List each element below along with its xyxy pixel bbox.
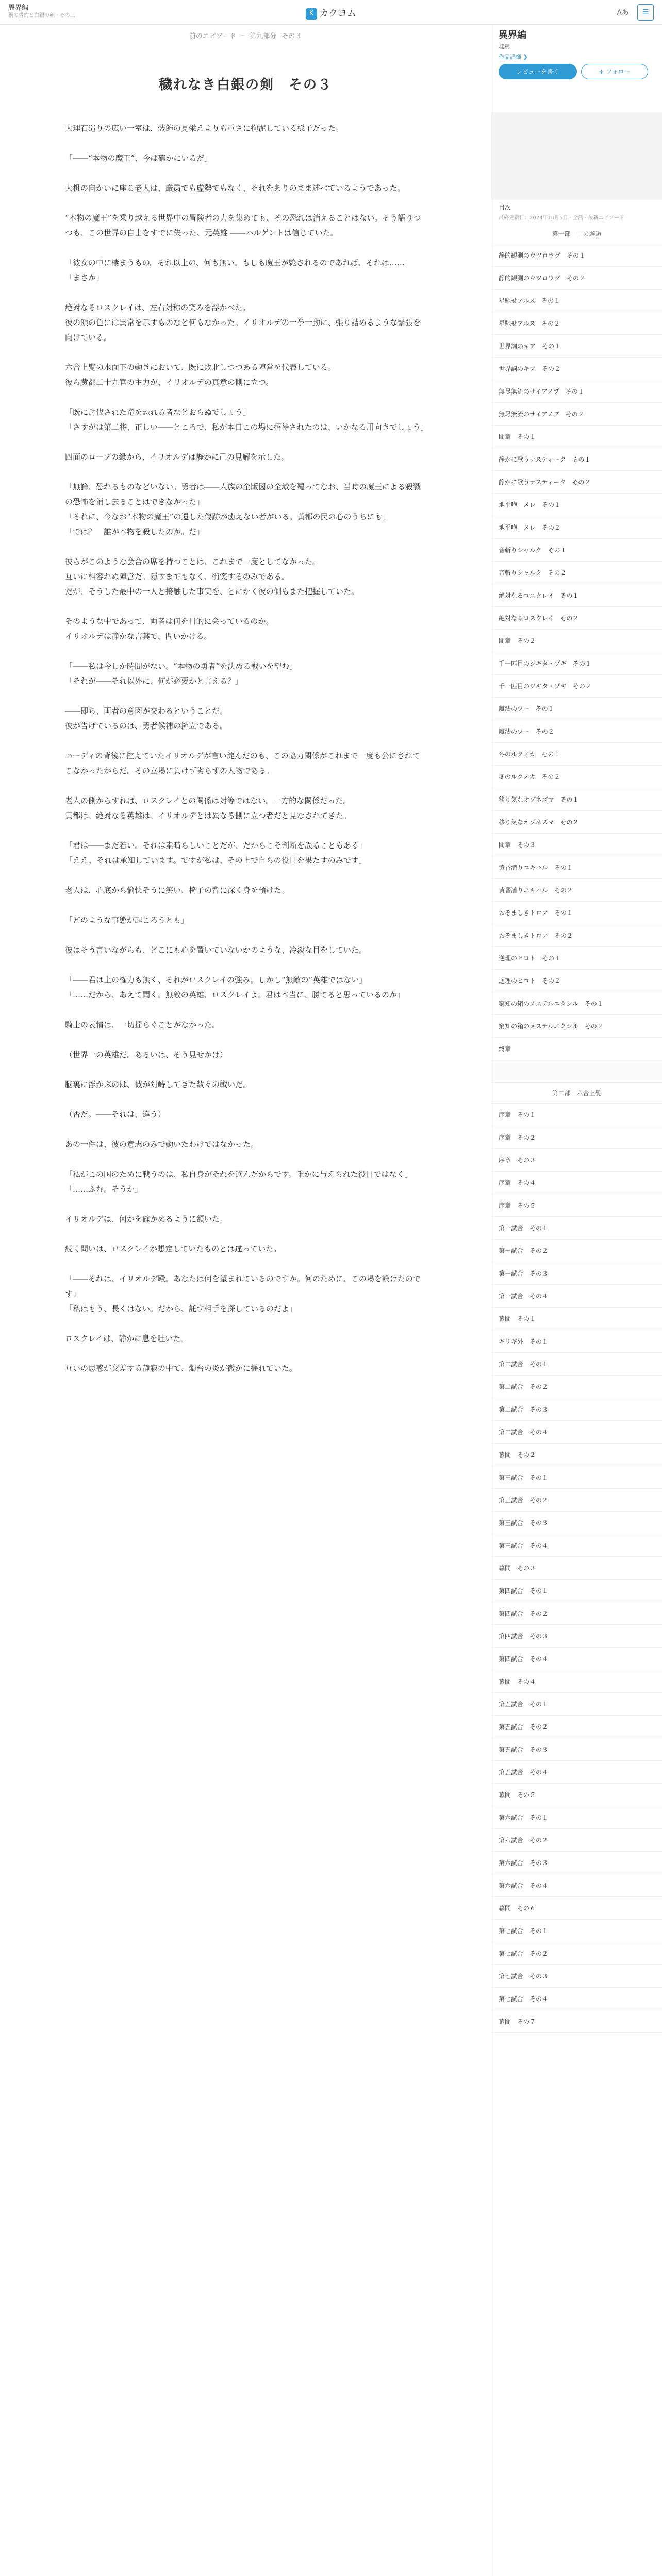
body-paragraph: イリオルデは、何かを確かめるように頷いた。 bbox=[65, 1214, 227, 1224]
body-paragraph: そのような中であって、両者は何を目的に会っているのか。 bbox=[65, 617, 274, 626]
toc-episode-link[interactable]: 第二試合 その４ bbox=[491, 1421, 662, 1444]
body-paragraph: 彼の顔の色には異常を示すものなど何もなかった。イリオルデの一挙一動に、張り詰めるような緊張を向けている。 bbox=[65, 318, 421, 342]
body-blank-line bbox=[65, 599, 426, 614]
body-paragraph: 彼が告げているのは、勇者候補の擁立である。 bbox=[65, 721, 228, 731]
toc-episode-link[interactable]: 黄昏潜りユキハル その２ bbox=[491, 879, 662, 902]
toc-section-title: 第一部 十の邂逅 bbox=[491, 224, 662, 244]
toc-header bbox=[491, 200, 662, 224]
toc-episode-link[interactable]: 間章 その３ bbox=[491, 834, 662, 856]
toc-episode-link[interactable]: 第七試合 その１ bbox=[491, 1920, 662, 1942]
toc-episode-link[interactable]: 移り気なオゾネズマ その２ bbox=[491, 811, 662, 834]
body-paragraph: 「……だから、あえて聞く。無敵の英雄、ロスクレイよ。君は本当に、勝てると思っているのか」 bbox=[65, 990, 405, 999]
toc-episode-link[interactable]: 第六試合 その１ bbox=[491, 1806, 662, 1829]
toc-episode-link[interactable]: ギリギ外 その１ bbox=[491, 1330, 662, 1353]
body-paragraph: イリオルデは静かな言葉で、問いかける。 bbox=[65, 632, 212, 641]
header-icons bbox=[615, 4, 654, 21]
body-blank-line bbox=[65, 1316, 426, 1331]
toc-title: 目次 bbox=[499, 204, 511, 211]
body-paragraph: 「君は――まだ若い。それは素晴らしいことだが、だからこそ判断を誤ることもある」 bbox=[65, 841, 367, 850]
body-paragraph: 「まさか」 bbox=[65, 273, 104, 282]
body-paragraph: 「それが――それ以外に、何が必要かと言える？」 bbox=[65, 676, 243, 686]
logo-text: カクヨム bbox=[319, 8, 356, 19]
prev-episode-link[interactable]: 前のエピソード bbox=[189, 32, 236, 40]
body-paragraph: 続く問いは、ロスクレイが想定していたものとは違っていた。 bbox=[65, 1244, 282, 1253]
toc-episode-link[interactable]: 第三試合 その４ bbox=[491, 1534, 662, 1557]
toc-episode-link[interactable]: 第四試合 その２ bbox=[491, 1602, 662, 1625]
toc-list bbox=[491, 224, 662, 2033]
toc-episode-link[interactable]: 魔法のツー その２ bbox=[491, 720, 662, 743]
toc-episode-link[interactable]: 第六試合 その３ bbox=[491, 1852, 662, 1874]
body-blank-line bbox=[65, 1032, 426, 1047]
body-paragraph: 彼ら黄都二十九官の主力が、イリオルデの真意の側に立つ。 bbox=[65, 378, 274, 387]
body-paragraph: 彼はそう言いながらも、どこにも心を置いていないかのような、冷淡な目をしていた。 bbox=[65, 945, 367, 955]
body-paragraph: “本物の魔王”を乗り越える世界中の冒険者の力を集めても、その恐れは消えることはない。そう語りつつも、この世界の自由をすでに失った、元英雄 ――ハルゲントは信じていた。 bbox=[65, 213, 421, 238]
body-paragraph: 「――君は上の権力も無く、それがロスクレイの強み。しかし“無敵の”英雄ではない」 bbox=[65, 975, 367, 985]
toc-episode-link[interactable]: 第二試合 その１ bbox=[491, 1353, 662, 1376]
toc-episode-link[interactable]: 窮知の箱のメステルエクシル その１ bbox=[491, 992, 662, 1015]
toc-episode-link[interactable]: 幕間 その３ bbox=[491, 1557, 662, 1580]
work-subtitle: 鋼の誓約と白銀の剣 · その三 bbox=[8, 13, 75, 19]
toc-episode-link[interactable]: 幕間 その６ bbox=[491, 1897, 662, 1920]
logo-icon: K bbox=[306, 8, 317, 20]
body-paragraph: だが、そうした最中の一人と接触した事実を、とにかく彼の側もまた把握していた。 bbox=[65, 587, 359, 596]
body-paragraph: 「――それは、イリオルデ殿。あなたは何を望まれているのですか。何のために、この場を設けたのです」 bbox=[65, 1274, 421, 1298]
body-blank-line bbox=[65, 1346, 426, 1361]
body-paragraph: （否だ。――それは、違う） bbox=[65, 1110, 166, 1119]
episode-nav bbox=[0, 25, 491, 45]
body-paragraph: 六合上覧の水面下の動きにおいて、既に敗北しつつある陣営を代表している。 bbox=[65, 363, 336, 372]
toc-episode-link[interactable]: 第一試合 その４ bbox=[491, 1285, 662, 1308]
body-blank-line bbox=[65, 689, 426, 704]
body-blank-line bbox=[65, 1197, 426, 1212]
toc-section-gap bbox=[491, 1060, 662, 1083]
top-header bbox=[0, 0, 662, 25]
toc-episode-link[interactable]: 第五試合 その１ bbox=[491, 1693, 662, 1716]
toc-episode-link[interactable]: 絶対なるロスクレイ その２ bbox=[491, 607, 662, 630]
toc-episode-link[interactable]: 第一試合 その１ bbox=[491, 1217, 662, 1240]
body-blank-line bbox=[65, 390, 426, 405]
toc-episode-link[interactable]: 間章 その２ bbox=[491, 630, 662, 652]
toc-episode-link[interactable]: 魔法のツー その１ bbox=[491, 698, 662, 720]
reader-main bbox=[0, 25, 491, 2576]
body-paragraph: 老人の側からすれば、ロスクレイとの関係は対等ではない。一方的な関係だった。 bbox=[65, 796, 351, 805]
body-paragraph: ハーディの背後に控えていたイリオルデが言い淀んだのも、この協力関係がこれまで一度も公にされてこなかったからだ。その立場に負けず劣らずの人物である。 bbox=[65, 751, 420, 775]
body-paragraph: 四面のローブの縁から、イリオルデは静かに己の見解を示した。 bbox=[65, 452, 289, 462]
body-blank-line bbox=[65, 1122, 426, 1137]
body-blank-line bbox=[65, 285, 426, 300]
toc-episode-link[interactable]: 序章 その２ bbox=[491, 1126, 662, 1149]
toc-episode-link[interactable]: 第四試合 その１ bbox=[491, 1580, 662, 1602]
toc-episode-link[interactable]: 幕間 その５ bbox=[491, 1784, 662, 1806]
toc-episode-link[interactable]: 第四試合 その４ bbox=[491, 1648, 662, 1670]
body-blank-line bbox=[65, 1092, 426, 1107]
body-paragraph: 「私はもう、長くはない。だから、託す相手を探しているのだよ」 bbox=[65, 1304, 297, 1313]
body-blank-line bbox=[65, 958, 426, 973]
toc-episode-link[interactable]: 序章 その３ bbox=[491, 1149, 662, 1172]
sidebar-author[interactable]: 珪素 bbox=[499, 43, 510, 50]
toc-episode-link[interactable]: 第一試合 その２ bbox=[491, 1240, 662, 1262]
toc-episode-link[interactable]: 第七試合 その２ bbox=[491, 1942, 662, 1965]
toc-episode-link[interactable]: 幕間 その７ bbox=[491, 2010, 662, 2033]
body-blank-line bbox=[65, 734, 426, 749]
follow-button[interactable]: + フォロー bbox=[581, 64, 648, 79]
toc-episode-link[interactable]: 第三試合 その２ bbox=[491, 1489, 662, 1512]
toc-episode-link[interactable]: 第四試合 その３ bbox=[491, 1625, 662, 1648]
menu-icon[interactable]: ☰ bbox=[637, 4, 654, 21]
body-paragraph: あの一件は、彼の意志のみで動いたわけではなかった。 bbox=[65, 1140, 259, 1149]
body-paragraph: 騎士の表情は、一切揺らぐことがなかった。 bbox=[65, 1020, 220, 1029]
body-paragraph: 「では？ 誰が本物を殺したのか。だ」 bbox=[65, 527, 205, 536]
toc-episode-link[interactable]: 第五試合 その３ bbox=[491, 1738, 662, 1761]
toc-episode-link[interactable]: 千一匹目のジギタ・ゾギ その１ bbox=[491, 652, 662, 675]
sidebar-work-title[interactable]: 異界編 bbox=[499, 30, 526, 41]
toc-episode-link[interactable]: 無尽無流のサイアノプ その１ bbox=[491, 380, 662, 403]
toc-episode-link[interactable]: 静的観測のウツロウグ その２ bbox=[491, 267, 662, 290]
toc-episode-link[interactable]: おぞましきトロア その１ bbox=[491, 902, 662, 924]
toc-episode-link[interactable]: 静かに歌うナスティーク その２ bbox=[491, 471, 662, 494]
toc-episode-link[interactable]: 千一匹目のジギタ・ゾギ その２ bbox=[491, 675, 662, 698]
body-paragraph: 「それに、今なお“本物の魔王”の遺した傷跡が癒えない者がいる。黄都の民の心のうちにも」 bbox=[65, 512, 390, 521]
body-blank-line bbox=[65, 136, 426, 151]
toc-section-title: 第二部 六合上覧 bbox=[491, 1083, 662, 1104]
body-paragraph: 「彼女の中に棲まうもの。それ以上の、何も無い。もしも魔王が斃されるのであれば、それは……」 bbox=[65, 258, 412, 267]
body-blank-line bbox=[65, 778, 426, 793]
body-paragraph: 脳裏に浮かぶのは、彼が対峙してきた数々の戦いだ。 bbox=[65, 1080, 251, 1089]
body-paragraph: 「私がこの国のために戦うのは、私自身がそれを選んだからです。誰かに与えられた役目ではなく」 bbox=[65, 1170, 412, 1179]
body-blank-line bbox=[65, 465, 426, 480]
body-blank-line bbox=[65, 241, 426, 256]
toc-episode-link[interactable]: おぞましきトロア その２ bbox=[491, 924, 662, 947]
text-size-icon[interactable]: Aあ bbox=[617, 9, 629, 17]
body-blank-line bbox=[65, 539, 426, 554]
toc-episode-link[interactable]: 逆理のヒロト その２ bbox=[491, 970, 662, 992]
toc-episode-link[interactable]: 序章 その１ bbox=[491, 1104, 662, 1126]
body-paragraph: 「……ふむ。そうか」 bbox=[65, 1184, 143, 1194]
toc-episode-link[interactable]: 星馳せアルス その２ bbox=[491, 312, 662, 335]
body-paragraph: 老人は、心底から愉快そうに笑い、椅子の背に深く身を預けた。 bbox=[65, 886, 290, 895]
body-blank-line bbox=[65, 898, 426, 913]
episode-label: その３ bbox=[282, 32, 302, 40]
body-blank-line bbox=[65, 928, 426, 943]
toc-episode-link[interactable]: 第五試合 その２ bbox=[491, 1716, 662, 1738]
body-paragraph: 「――私は今しか時間がない。“本物の勇者”を決める戦いを望む」 bbox=[65, 662, 297, 671]
toc-episode-link[interactable]: 音斬りシャルク その２ bbox=[491, 562, 662, 584]
body-blank-line bbox=[65, 196, 426, 211]
toc-episode-link[interactable]: 移り気なオゾネズマ その１ bbox=[491, 788, 662, 811]
body-paragraph: 「既に討伐された竜を恐れる者などおらぬでしょう」 bbox=[65, 408, 251, 417]
episode-body bbox=[65, 121, 426, 1376]
sidebar-divider bbox=[491, 112, 662, 200]
body-blank-line bbox=[65, 1227, 426, 1242]
body-blank-line bbox=[65, 644, 426, 659]
body-blank-line bbox=[65, 868, 426, 883]
toc-episode-link[interactable]: 星馳せアルス その１ bbox=[491, 290, 662, 312]
toc-episode-link[interactable]: 無尽無流のサイアノプ その２ bbox=[491, 403, 662, 426]
sidebar-header bbox=[491, 25, 662, 112]
body-blank-line bbox=[65, 345, 426, 360]
body-paragraph: ――即ち、両者の意図が交わるということだ。 bbox=[65, 706, 228, 716]
body-blank-line bbox=[65, 1003, 426, 1018]
body-paragraph: 「ええ、それは承知しています。ですが私は、その上で自らの役目を果たすのみです」 bbox=[65, 856, 367, 865]
toc-episode-link[interactable]: 地平咆 メレ その１ bbox=[491, 494, 662, 516]
toc-episode-link[interactable]: 黄昏潜りユキハル その１ bbox=[491, 856, 662, 879]
toc-episode-link[interactable]: 第五試合 その４ bbox=[491, 1761, 662, 1784]
toc-sidebar bbox=[491, 25, 662, 2576]
toc-episode-link[interactable]: 静的観測のウツロウグ その１ bbox=[491, 244, 662, 267]
body-paragraph: 黄都は、絶対なる英雄は、イリオルデとは異なる側に立つ者だと見なされてきた。 bbox=[65, 811, 351, 820]
toc-episode-link[interactable]: 第二試合 その２ bbox=[491, 1376, 662, 1398]
toc-meta: 最終更新日：2024年10月5日 · 全話 · 最新エピソード bbox=[499, 215, 624, 221]
toc-episode-link[interactable]: 序章 その４ bbox=[491, 1172, 662, 1194]
toc-episode-link[interactable]: 第三試合 その１ bbox=[491, 1466, 662, 1489]
body-paragraph: 「さすがは第二将、正しい――ところで、私が本日この場に招待されたのは、いかなる用向きでしょう」 bbox=[65, 422, 428, 432]
work-detail-link[interactable]: 作品詳細 ❯ bbox=[499, 54, 528, 60]
body-blank-line bbox=[65, 823, 426, 838]
body-paragraph: 彼らがこのような会合の席を持つことは、これまで一度としてなかった。 bbox=[65, 557, 321, 566]
toc-episode-link[interactable]: 第六試合 その２ bbox=[491, 1829, 662, 1852]
toc-episode-link[interactable]: 幕間 その４ bbox=[491, 1670, 662, 1693]
toc-episode-link[interactable]: 第七試合 その４ bbox=[491, 1988, 662, 2010]
toc-episode-link[interactable]: 冬のルクノカ その１ bbox=[491, 743, 662, 766]
body-paragraph: 絶対なるロスクレイは、左右対称の笑みを浮かべた。 bbox=[65, 303, 251, 312]
body-paragraph: 互いの思惑が交差する静寂の中で、燭台の炎が微かに揺れていた。 bbox=[65, 1364, 297, 1373]
work-title[interactable]: 異界編 bbox=[8, 4, 29, 12]
body-blank-line bbox=[65, 1257, 426, 1272]
body-paragraph: 「――“本物の魔王”、今は確かにいるだ」 bbox=[65, 154, 212, 163]
toc-episode-link[interactable]: 静かに歌うナスティーク その１ bbox=[491, 448, 662, 471]
chapter-title: 穢れなき白銀の剣 その３ bbox=[158, 77, 332, 93]
toc-episode-link[interactable]: 第一試合 その３ bbox=[491, 1262, 662, 1285]
toc-episode-link[interactable]: 窮知の箱のメステルエクシル その２ bbox=[491, 1015, 662, 1038]
body-paragraph: 互いに相容れぬ陣営だ。隠すまでもなく、衝突するのみである。 bbox=[65, 572, 289, 581]
toc-episode-link[interactable]: 地平咆 メレ その２ bbox=[491, 516, 662, 539]
body-blank-line bbox=[65, 1152, 426, 1167]
toc-episode-link[interactable]: 世界詞のキア その２ bbox=[491, 358, 662, 380]
body-paragraph: （世界一の英雄だ。あるいは、そう見せかけ） bbox=[65, 1050, 228, 1059]
toc-episode-link[interactable]: 第六試合 その４ bbox=[491, 1874, 662, 1897]
toc-episode-link[interactable]: 冬のルクノカ その２ bbox=[491, 766, 662, 788]
toc-episode-link[interactable]: 第二試合 その３ bbox=[491, 1398, 662, 1421]
write-review-button[interactable]: レビューを書く bbox=[499, 64, 577, 79]
toc-episode-link[interactable]: 第三試合 その３ bbox=[491, 1512, 662, 1534]
toc-episode-link[interactable]: 世界詞のキア その１ bbox=[491, 335, 662, 358]
body-paragraph: ロスクレイは、静かに息を吐いた。 bbox=[65, 1334, 189, 1343]
body-blank-line bbox=[65, 166, 426, 181]
toc-episode-link[interactable]: 幕間 その２ bbox=[491, 1444, 662, 1466]
toc-episode-link[interactable]: 逆理のヒロト その１ bbox=[491, 947, 662, 970]
toc-episode-link[interactable]: 終章 bbox=[491, 1038, 662, 1060]
body-paragraph: 大理石造りの広い一室は、装飾の見栄えよりも重さに拘泥している様子だった。 bbox=[65, 124, 344, 133]
sidebar-buttons bbox=[499, 64, 655, 79]
body-paragraph: 「どのような事態が起ころうとも」 bbox=[65, 916, 189, 925]
site-logo[interactable] bbox=[0, 6, 662, 20]
body-blank-line bbox=[65, 435, 426, 450]
body-blank-line bbox=[65, 1062, 426, 1077]
toc-episode-link[interactable]: 音斬りシャルク その１ bbox=[491, 539, 662, 562]
body-paragraph: 大机の向かいに座る老人は、厳粛でも虚勢でもなく、それをありのまま述べているようであった。 bbox=[65, 183, 405, 193]
body-paragraph: 「無論、恐れるものなどいない。勇者は――人族の全版図の全域を覆ってなお、当時の魔王による殺戮の恐怖を消し去ることはできなかった」 bbox=[65, 482, 421, 506]
toc-episode-link[interactable]: 絶対なるロスクレイ その１ bbox=[491, 584, 662, 607]
toc-episode-link[interactable]: 序章 その５ bbox=[491, 1194, 662, 1217]
chapter-link[interactable]: 第九部分 bbox=[250, 32, 277, 40]
toc-episode-link[interactable]: 間章 その１ bbox=[491, 426, 662, 448]
nav-separator: – bbox=[241, 31, 245, 39]
toc-episode-link[interactable]: 幕間 その１ bbox=[491, 1308, 662, 1330]
toc-episode-link[interactable]: 第七試合 その３ bbox=[491, 1965, 662, 1988]
